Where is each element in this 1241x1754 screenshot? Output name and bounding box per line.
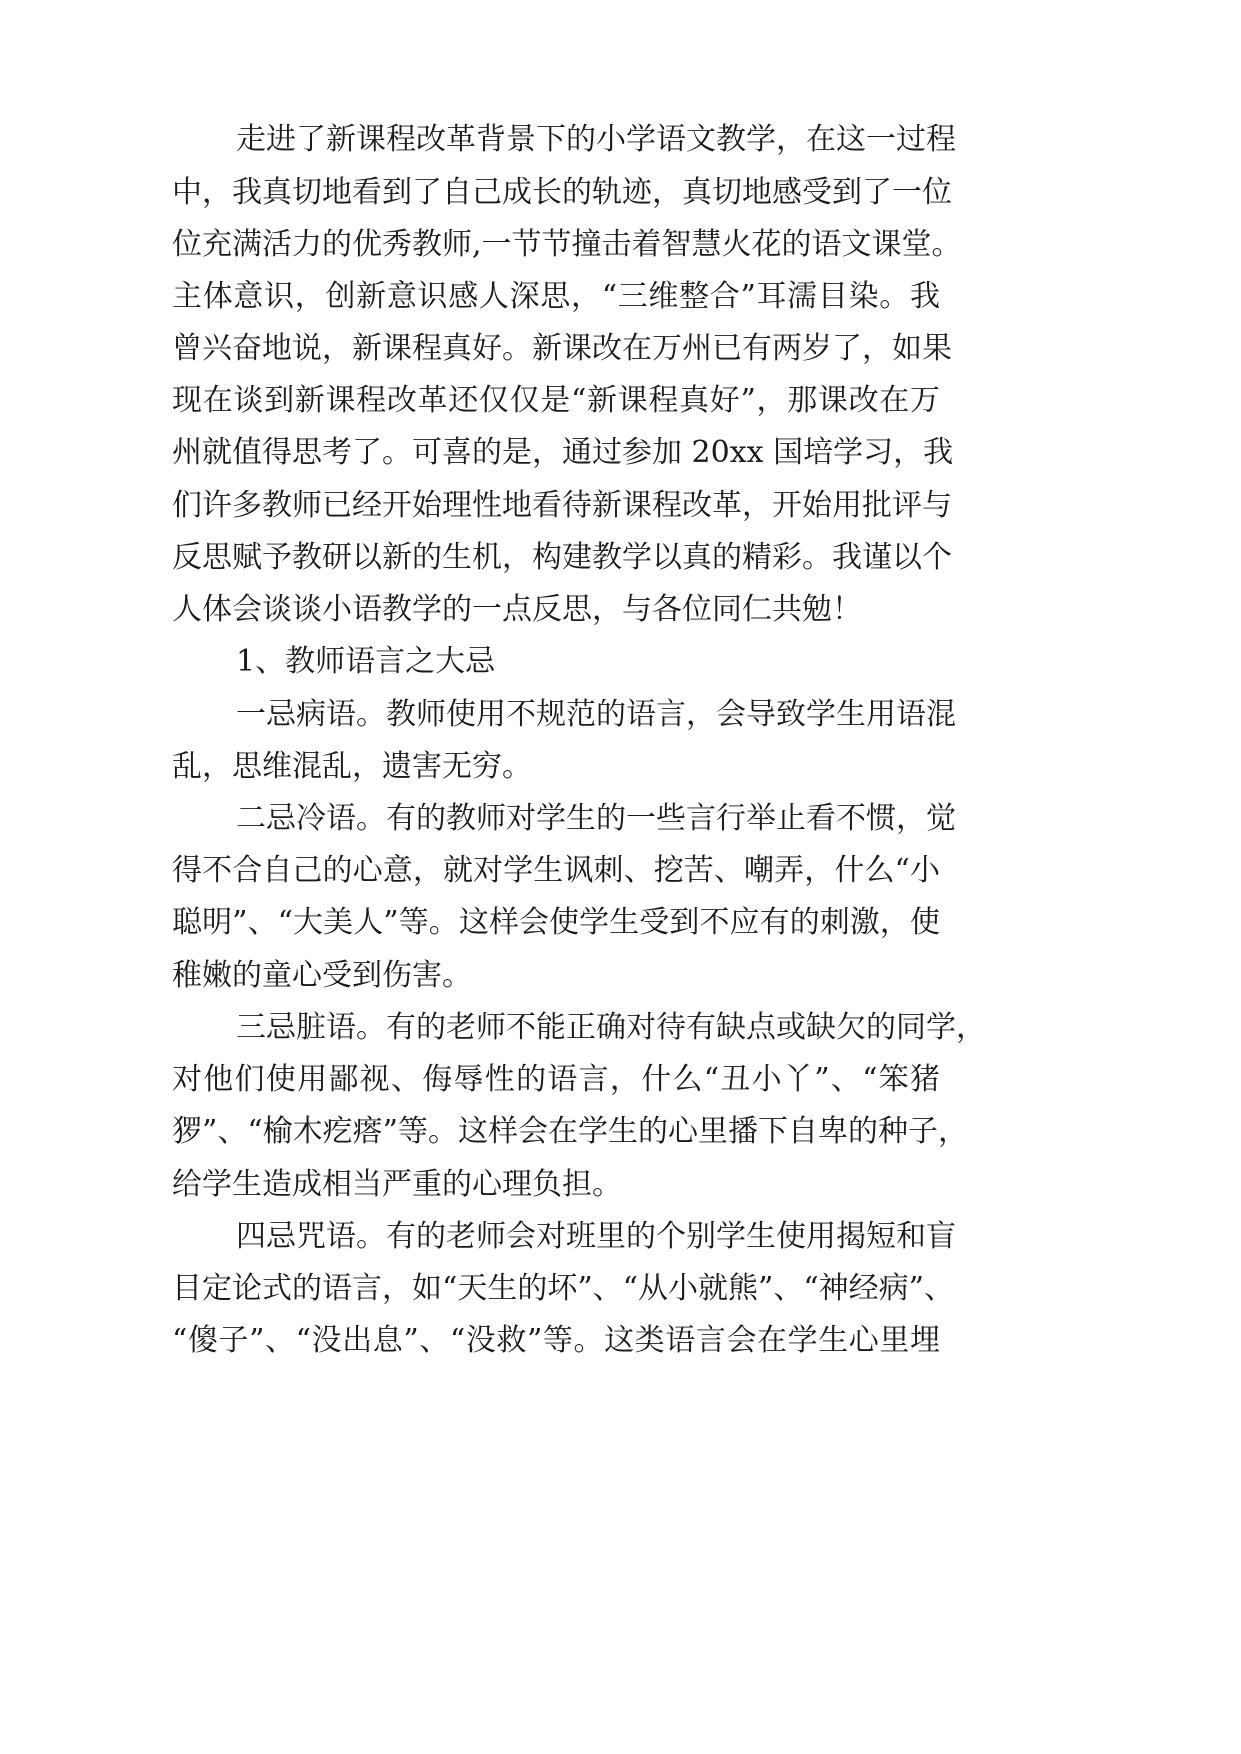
body-text-line: 对他们使用鄙视、侮辱性的语言，什么“丑小丫”、“笨猪 [172,1062,940,1097]
body-text-line: 现在谈到新课程改革还仅仅是“新课程真好”，那课改在万 [172,383,940,418]
body-text-line: 目定论式的语言，如“天生的坏”、“从小就熊”、“神经病”、 [172,1271,955,1306]
body-text-line: 得不合自己的心意，就对学生讽刺、挖苦、嘲弄，什么“小 [172,853,940,888]
body-text-line: 稚嫩的童心受到伤害。 [172,958,472,993]
body-text-line: 四忌咒语。有的老师会对班里的个别学生使用揭短和盲 [236,1219,956,1254]
body-text-line: “傻子”、“没出息”、“没救”等。这类语言会在学生心里埋 [172,1323,940,1358]
body-text-line: 走进了新课程改革背景下的小学语文教学，在这一过程 [236,122,956,157]
body-text-line: 们许多教师已经开始理性地看待新课程改革，开始用批评与 [172,488,952,523]
body-text-line: 聪明”、“大美人”等。这样会使学生受到不应有的刺激，使 [172,905,940,940]
body-text-line: 三忌脏语。有的老师不能正确对待有缺点或缺欠的同学， [236,1010,986,1045]
body-text-line: 位充满活力的优秀教师,一节节撞击着智慧火花的语文课堂。 [172,227,962,262]
body-text-line: 反思赋予教研以新的生机，构建教学以真的精彩。我谨以个 [172,540,952,575]
body-text-line: 主体意识，创新意识感人深思，“三维整合”耳濡目染。我 [172,279,940,314]
body-text-line: 中，我真切地看到了自己成长的轨迹，真切地感受到了一位 [172,175,952,210]
body-text-line: 州就值得思考了。可喜的是，通过参加 20xx 国培学习，我 [172,435,954,470]
body-text-line: 乱，思维混乱，遗害无穷。 [172,749,532,784]
body-text-line: 曾兴奋地说，新课程真好。新课改在万州已有两岁了，如果 [172,331,952,366]
body-text-line: 给学生造成相当严重的心理负担。 [172,1167,622,1202]
body-text-line: 人体会谈谈小语教学的一点反思，与各位同仁共勉！ [172,592,862,627]
body-text-line: 一忌病语。教师使用不规范的语言，会导致学生用语混 [236,697,956,732]
body-text-line: 二忌冷语。有的教师对学生的一些言行举止看不惯，觉 [236,801,956,836]
body-text-line: 猡”、“榆木疙瘩”等。这样会在学生的心里播下自卑的种子， [172,1114,969,1149]
section-heading: 1、教师语言之大忌 [236,644,496,679]
